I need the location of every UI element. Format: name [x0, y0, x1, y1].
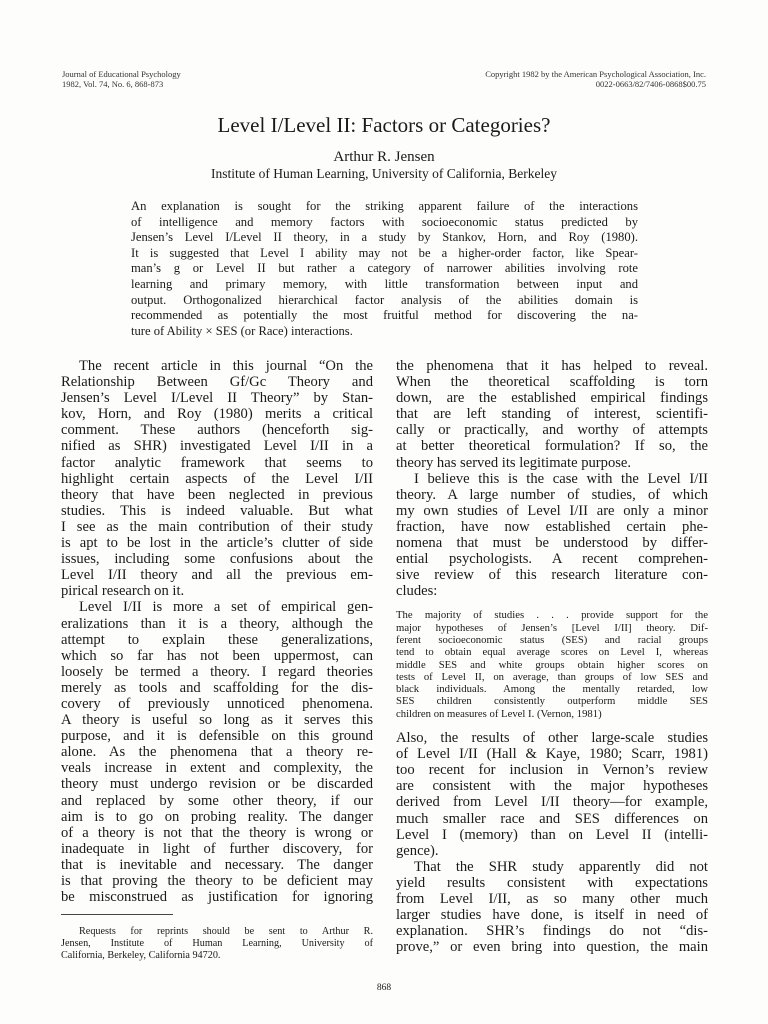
body-line: prove,” or even bring into question, the main	[396, 939, 708, 956]
abstract-line: output. Orthogonalized hierarchical factor analysis of the abilities domain is	[131, 292, 638, 307]
quote-line: middle SES and white groups obtain higher scores on	[396, 658, 708, 671]
body-line: that are left standing of interest, scientifi-	[396, 406, 708, 423]
body-line: larger studies have done, is itself in need of	[396, 907, 708, 924]
page-number: 868	[376, 983, 392, 993]
abstract	[131, 199, 638, 339]
article-code: 0022-0663/82/7406-0868$00.75	[595, 78, 706, 89]
body-line: issues, including some confusions about the	[61, 551, 373, 568]
copyright-notice: Copyright 1982 by the American Psychological Association, Inc.	[485, 69, 706, 79]
body-line: theory has served its legitimate purpose.	[396, 454, 632, 471]
body-line: cludes:	[396, 583, 438, 600]
quote-line: tend to obtain equal average scores on Level I, whereas	[396, 646, 708, 659]
body-line: Also, the results of other large-scale studies	[396, 730, 708, 747]
author-affiliation: Institute of Human Learning, University of California, Berkeley	[210, 166, 558, 181]
body-line: aim is to go on probing reality. The danger	[61, 808, 373, 825]
quote-line: children on measures of Level I. (Vernon, 1981)	[396, 707, 602, 720]
journal-name: Journal of Educational Psychology	[62, 69, 181, 79]
body-line: gence).	[396, 842, 439, 859]
body-line: at better theoretical formulation? If so, the	[396, 438, 708, 455]
body-line: attempt to explain these generalizations,	[61, 631, 373, 648]
body-line: that is inevitable and necessary. The danger	[61, 856, 373, 873]
body-line: veals increase in extent and complexity, the	[61, 760, 373, 777]
body-line: studies. This is indeed valuable. But what	[61, 502, 373, 519]
body-line: are consistent with the major hypotheses	[396, 778, 708, 795]
body-line: covery of previously unnoticed phenomena.	[61, 695, 373, 712]
body-line: my own studies of Level I/II are only a minor	[396, 502, 708, 519]
quote-line: ferent socioeconomic status (SES) and racial groups	[396, 634, 708, 646]
quote-line: black individuals. Among the mentally retarded, low	[396, 683, 708, 696]
body-line: When the theoretical scaffolding is torn	[396, 374, 708, 391]
body-line: theory must undergo revision or be discarded	[61, 776, 373, 793]
body-line: The recent article in this journal “On the	[79, 358, 373, 374]
body-line: merely as tools and scaffolding for the dis-	[61, 679, 373, 696]
quote-line: The majority of studies . . . provide support for the	[396, 609, 708, 622]
abstract-line: Jensen’s Level I/Level II theory, in a study by Stankov, Horn, and Roy (1980).	[131, 230, 638, 245]
footnote	[61, 926, 373, 963]
body-line: Level I (memory) than on Level II (intelli-	[396, 826, 708, 843]
body-line: That the SHR study apparently did not	[414, 858, 708, 875]
right-column	[396, 358, 708, 955]
body-line: theory. A large number of studies, of which	[396, 486, 708, 503]
body-line: alone. As the phenomena that a theory re-	[61, 744, 373, 761]
body-line: Relationship Between Gf/Gc Theory and	[61, 374, 373, 391]
body-line: from Level I/II, as so many other much	[396, 891, 708, 908]
abstract-line: recommended as potentially the most fruitful method for discovering the na-	[131, 308, 638, 323]
footnote-line: Jensen, Institute of Human Learning, University of	[61, 938, 373, 950]
body-line: which so far has not been uppermost, can	[61, 647, 373, 664]
abstract-line: learning and primary memory, with little transformation between input and	[131, 276, 638, 291]
body-line: down, are the established empirical findings	[396, 390, 708, 407]
footnote-line: California, Berkeley, California 94720.	[61, 950, 221, 962]
author-name: Arthur R. Jensen	[333, 149, 435, 165]
abstract-line: ture of Ability × SES (or Race) interactions.	[131, 323, 353, 338]
footnote-line: Requests for reprints should be sent to Arthur R.	[79, 926, 373, 937]
quote-line: SES children consistently outperform middle SES	[396, 695, 708, 708]
body-line: A theory is useful so long as it serves this	[61, 712, 373, 729]
body-line: of Level I/II (Hall & Kaye, 1980; Scarr, 1981)	[396, 746, 708, 763]
copyright-header	[485, 70, 706, 89]
block-quote	[396, 609, 708, 720]
body-line: inadequate in light of further discovery, for	[61, 840, 373, 857]
body-line: ential psychologists. A recent comprehen-	[396, 551, 708, 568]
left-column	[61, 358, 373, 905]
body-line: and replaced by some other theory, if our	[61, 792, 373, 809]
body-line: kov, Horn, and Roy (1980) merits a critical	[61, 406, 373, 423]
body-line: be misconstrued as justification for ignoring	[61, 889, 373, 906]
body-line: yield results consistent with expectations	[396, 874, 708, 891]
body-line: nified as SHR) investigated Level I/II in a	[61, 438, 373, 455]
body-line: fraction, have now established certain phe-	[396, 518, 708, 535]
quote-line: major hypotheses of Jensen’s [Level I/II] theory. Dif-	[396, 621, 708, 634]
body-line: highlight certain aspects of the Level I/II	[61, 470, 373, 487]
body-line: theory that have been neglected in previous	[61, 486, 373, 503]
body-line: much smaller race and SES differences on	[396, 810, 708, 827]
body-line: of a theory is not that the theory is wrong or	[61, 824, 373, 841]
body-line: Level I/II is more a set of empirical gen-	[79, 599, 373, 616]
body-line: nomena that must be understood by differ-	[396, 535, 708, 552]
body-line: cally or practically, and worthy of attempts	[396, 422, 708, 439]
body-line: the phenomena that it has helped to reveal.	[396, 358, 708, 374]
abstract-line: man’s g or Level II but rather a category of narrower abilities involving rote	[131, 261, 638, 276]
body-line: loosely be termed a theory. I regard theories	[61, 663, 373, 680]
body-line: derived from Level I/II theory—for example,	[396, 794, 708, 811]
abstract-line: It is suggested that Level I ability may not be a higher-order factor, like Spear-	[131, 245, 638, 260]
body-line: explanation. SHR’s findings do not “dis-	[396, 923, 708, 940]
body-line: factor analytic framework that seems to	[61, 454, 373, 471]
body-line: pirical research on it.	[61, 583, 185, 600]
body-line: sive review of this research literature con-	[396, 567, 708, 584]
abstract-line: of intelligence and memory factors with socioeconomic status predicted by	[131, 214, 638, 229]
article-title: Level I/Level II: Factors or Categories?	[217, 113, 551, 137]
body-line: comment. These authors (henceforth sig-	[61, 422, 373, 439]
abstract-line: An explanation is sought for the striking apparent failure of the interactions	[131, 199, 638, 213]
body-line: is apt to be lost in the article’s clutter of side	[61, 535, 373, 552]
journal-header	[62, 70, 181, 89]
body-line: Level I/II theory and all the previous em-	[61, 567, 373, 584]
quote-line: tests of Level II, on average, than groups of low SES and	[396, 670, 708, 683]
body-line: Jensen’s Level I/Level II Theory” by Stan-	[61, 390, 373, 407]
body-line: I see as the main contribution of their study	[61, 518, 373, 535]
body-line: is that proving the theory to be deficient may	[61, 873, 373, 889]
body-line: eralizations than it is a theory, although the	[61, 615, 373, 632]
footnote-divider	[61, 914, 173, 915]
body-line: I believe this is the case with the Level I/II	[414, 470, 708, 487]
body-line: too recent for inclusion in Vernon’s review	[396, 762, 708, 779]
journal-volume: 1982, Vol. 74, No. 6, 868-873	[62, 78, 164, 89]
body-line: purpose, and it is defensible on this ground	[61, 728, 373, 745]
